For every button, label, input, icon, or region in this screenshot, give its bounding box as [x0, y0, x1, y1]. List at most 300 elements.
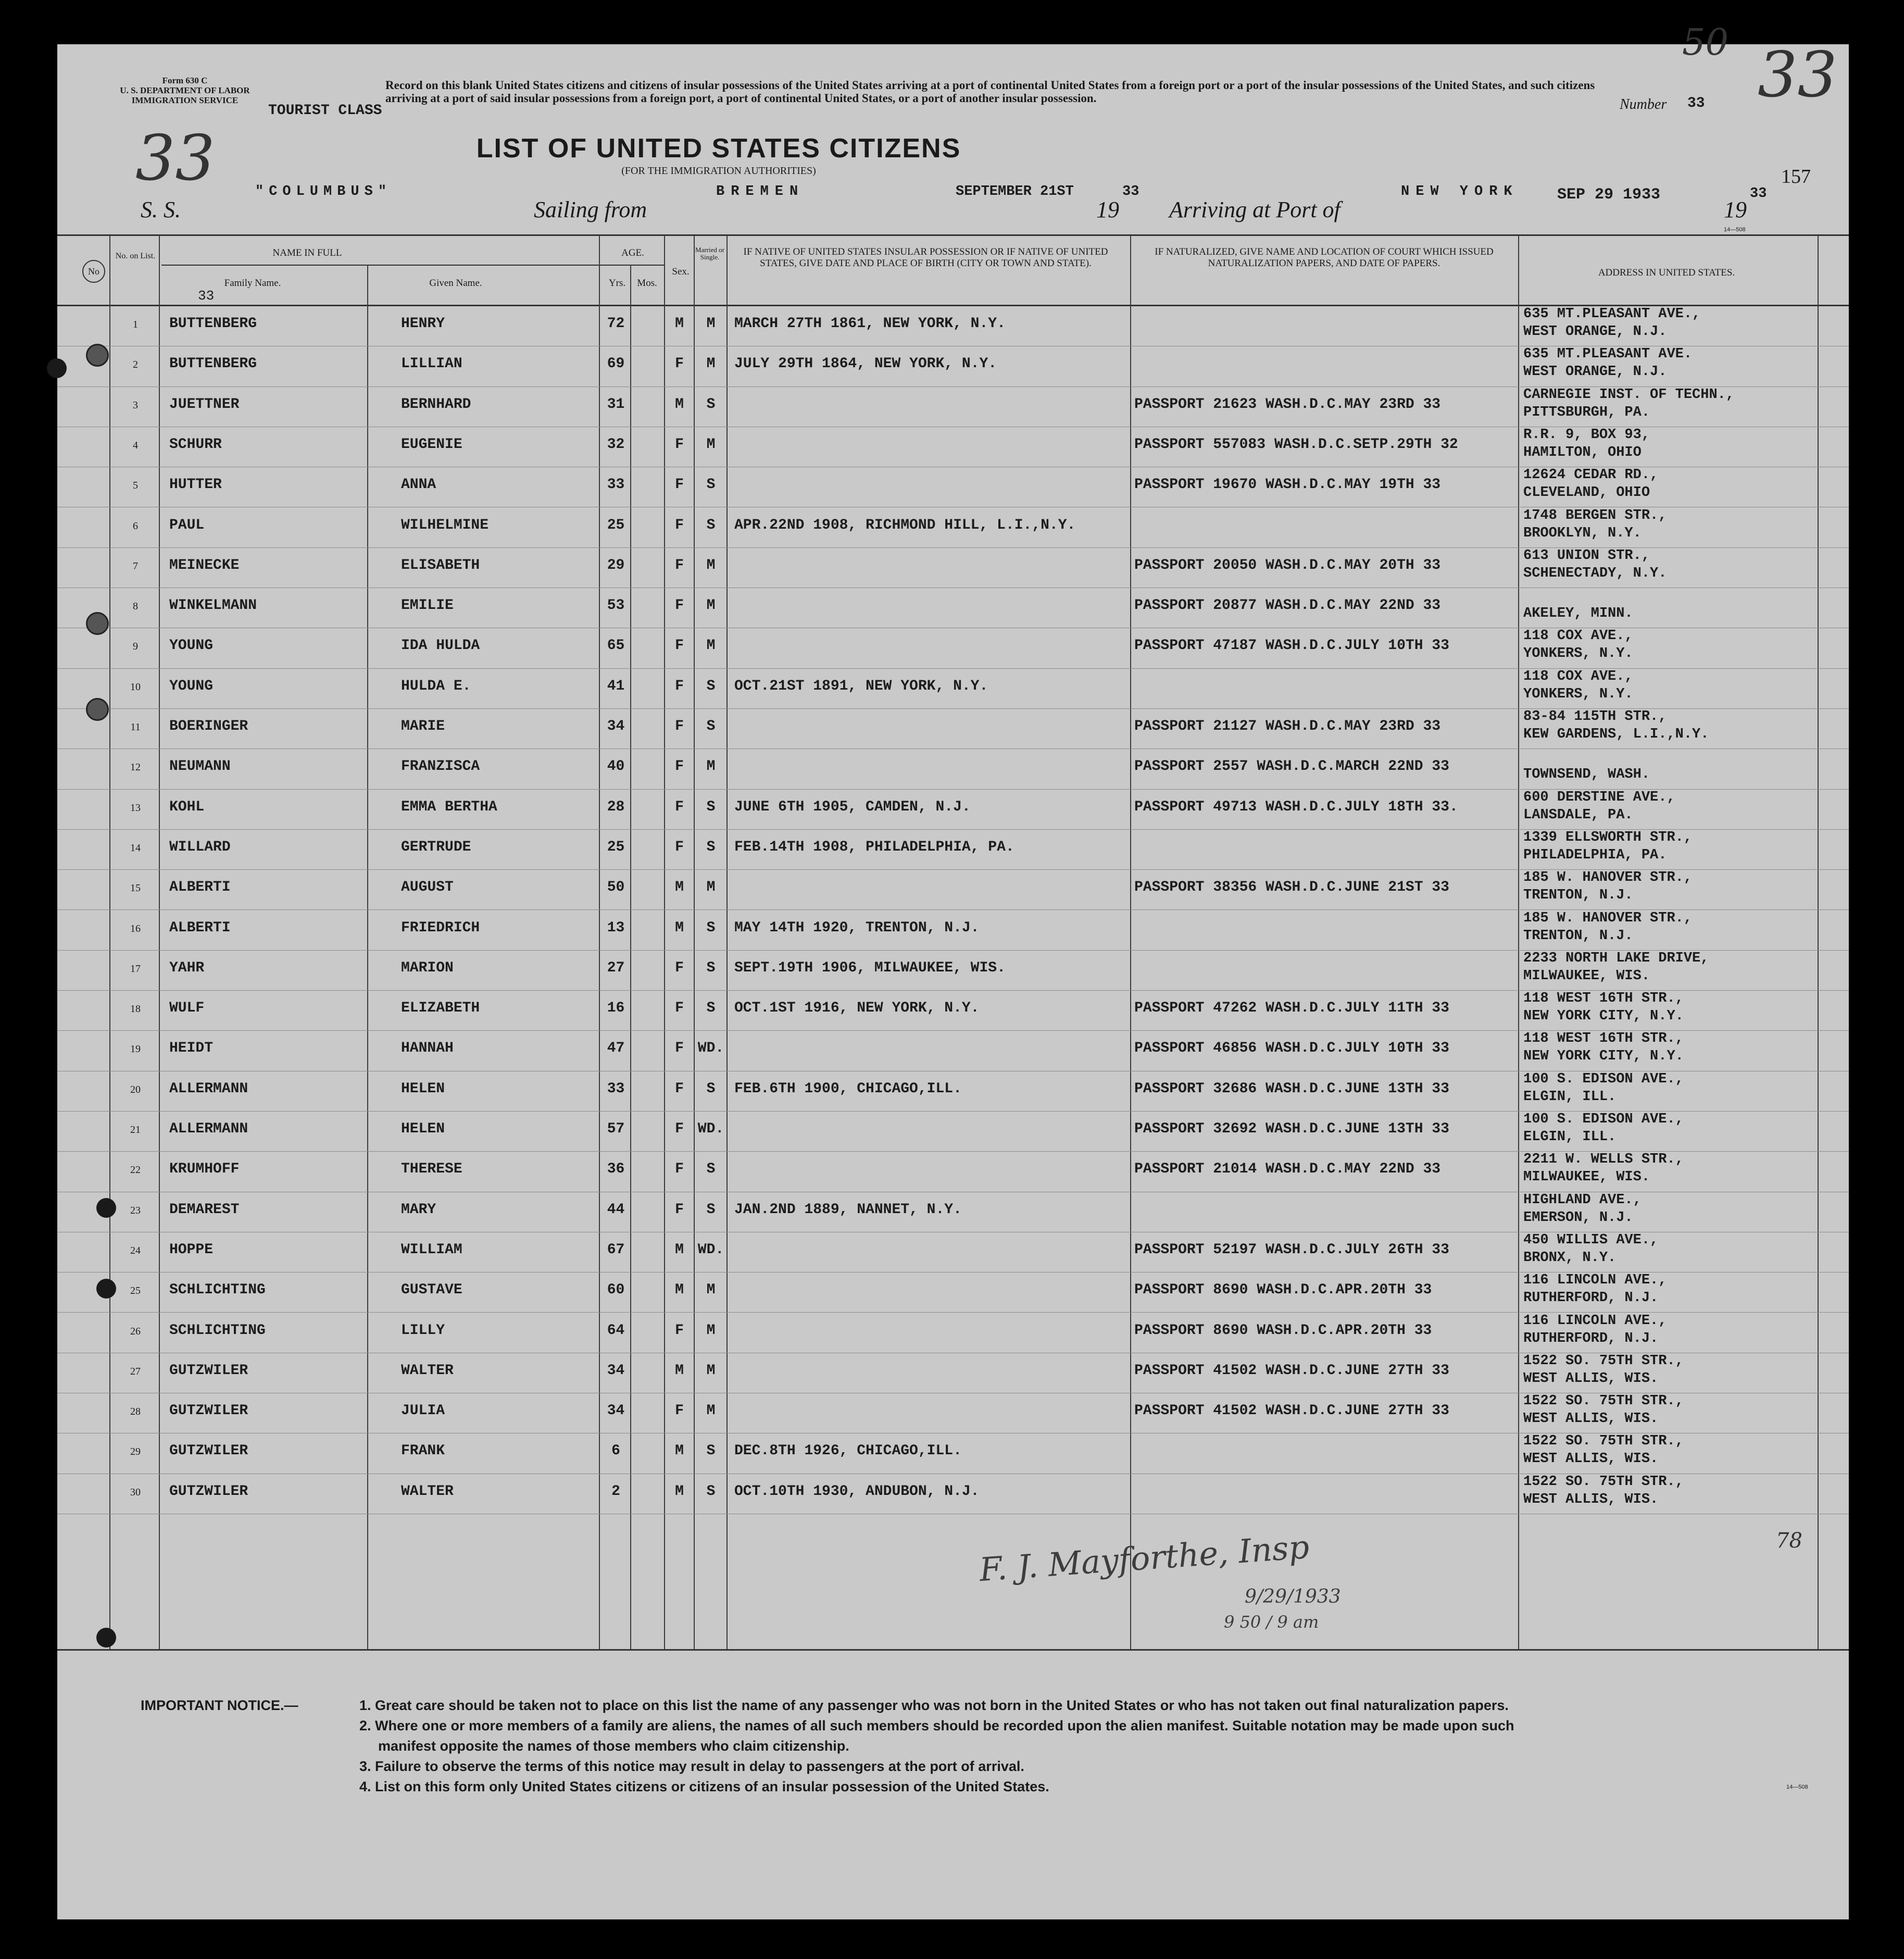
manifest-sheet — [57, 21, 1849, 1919]
marital-status: M — [706, 436, 716, 453]
header-no-on-list: No. on List. — [115, 252, 156, 260]
naturalization: PASSPORT 2557 WASH.D.C.MARCH 22ND 33 — [1134, 758, 1449, 775]
address-line-2: KEW GARDENS, L.I.,N.Y. — [1523, 727, 1709, 742]
passenger-table — [57, 234, 1849, 1651]
arriving-port: NEW YORK — [1401, 184, 1519, 199]
marital-status: S — [706, 1080, 716, 1097]
row-number: 6 — [133, 520, 138, 532]
given-name: GUSTAVE — [401, 1282, 462, 1299]
sex: F — [675, 1403, 684, 1419]
address-line-2: RUTHERFORD, N.J. — [1523, 1290, 1659, 1306]
address-line-2: MILWAUKEE, WIS. — [1523, 968, 1650, 984]
marital-status: M — [706, 1362, 716, 1379]
table-row — [57, 1031, 1849, 1071]
family-name: DEMAREST — [169, 1201, 240, 1218]
family-name: PAUL — [169, 517, 205, 533]
address-line-2: SCHENECTADY, N.Y. — [1523, 565, 1667, 581]
table-row — [57, 1353, 1849, 1393]
header-no-circle: No — [82, 260, 105, 283]
row-number: 27 — [130, 1365, 141, 1377]
given-name: EMMA BERTHA — [401, 798, 497, 815]
printer-mark: 14—508 — [1724, 227, 1746, 233]
sex: F — [675, 517, 684, 533]
family-name: ALBERTI — [169, 879, 231, 896]
row-number: 11 — [130, 721, 141, 733]
given-name: WILLIAM — [401, 1241, 462, 1258]
age-years: 64 — [607, 1322, 625, 1339]
family-name: HUTTER — [169, 477, 222, 493]
row-number: 15 — [130, 882, 141, 894]
header-yrs: Yrs. — [608, 278, 626, 289]
family-name: HEIDT — [169, 1040, 214, 1057]
birth-date-place: APR.22ND 1908, RICHMOND HILL, L.I.,N.Y. — [734, 517, 1076, 533]
family-name: KRUMHOFF — [169, 1161, 240, 1178]
given-name: ANNA — [401, 477, 436, 493]
age-years: 65 — [607, 638, 625, 654]
header-sex: Sex. — [672, 266, 690, 277]
row-number: 3 — [133, 399, 138, 411]
family-name: GUTZWILER — [169, 1362, 248, 1379]
marital-status: S — [706, 959, 716, 976]
corner-mark-left: 33 — [135, 122, 215, 195]
age-years: 16 — [607, 1000, 625, 1017]
sailing-label: Sailing from — [534, 197, 647, 222]
given-name: HELEN — [401, 1080, 445, 1097]
form-department: U. S. DEPARTMENT OF LABOR — [120, 85, 250, 95]
address-line-1: 12624 CEDAR RD., — [1523, 467, 1659, 483]
form-authority — [115, 76, 255, 105]
address-line-2: ELGIN, ILL. — [1523, 1129, 1617, 1145]
age-years: 25 — [607, 517, 625, 533]
table-row — [57, 1313, 1849, 1353]
address-line-2: WEST ALLIS, WIS. — [1523, 1411, 1659, 1427]
row-number: 24 — [130, 1244, 141, 1256]
marital-status: S — [706, 396, 716, 413]
signature-note: 9 50 / 9 am — [1224, 1612, 1319, 1632]
sex: F — [675, 758, 684, 775]
table-row — [57, 508, 1849, 548]
marital-status: WD. — [697, 1241, 724, 1258]
given-name: ELIZABETH — [401, 1000, 480, 1017]
given-name: JULIA — [401, 1403, 445, 1419]
form-service: IMMIGRATION SERVICE — [131, 95, 239, 105]
age-years: 69 — [607, 356, 625, 372]
sex: F — [675, 356, 684, 372]
family-name: ALLERMANN — [169, 1121, 248, 1137]
age-years: 67 — [607, 1241, 625, 1258]
birth-date-place: DEC.8TH 1926, CHICAGO,ILL. — [734, 1443, 962, 1459]
address-line-1: 2211 W. WELLS STR., — [1523, 1152, 1684, 1168]
given-name: MARION — [401, 959, 454, 976]
address-line-2: TRENTON, N.J. — [1523, 928, 1633, 944]
given-name: AUGUST — [401, 879, 454, 896]
marital-status: S — [706, 1483, 716, 1500]
sex: F — [675, 1000, 684, 1017]
given-name: FRIEDRICH — [401, 919, 480, 936]
address-line-2: EMERSON, N.J. — [1523, 1209, 1633, 1226]
age-years: 13 — [607, 919, 625, 936]
sex: F — [675, 638, 684, 654]
notice-item-2: 2. Where one or more members of a family are aliens, the names of all such members should be recorded upon the alien manifest. Suitable notation may be made upon such — [359, 1718, 1514, 1733]
age-years: 34 — [607, 718, 625, 734]
marital-status: S — [706, 1000, 716, 1017]
birth-date-place: JUNE 6TH 1905, CAMDEN, N.J. — [734, 798, 971, 815]
address-line-1: 83-84 115TH STR., — [1523, 709, 1667, 725]
row-number: 29 — [130, 1446, 141, 1458]
sex: M — [675, 1282, 684, 1299]
family-name: GUTZWILER — [169, 1483, 248, 1500]
row-number: 30 — [130, 1486, 141, 1498]
marital-status: M — [706, 1403, 716, 1419]
table-row — [57, 1071, 1849, 1112]
sex: F — [675, 959, 684, 976]
naturalization: PASSPORT 47262 WASH.D.C.JULY 11TH 33 — [1134, 1000, 1449, 1017]
naturalization: PASSPORT 20050 WASH.D.C.MAY 20TH 33 — [1134, 557, 1441, 573]
age-years: 53 — [607, 597, 625, 614]
corner-mark-right: 33 — [1758, 39, 1837, 111]
family-name: HOPPE — [169, 1241, 214, 1258]
table-row — [57, 588, 1849, 628]
given-name: THERESE — [401, 1161, 462, 1178]
table-row — [57, 790, 1849, 830]
address-line-1: CARNEGIE INST. OF TECHN., — [1523, 386, 1735, 403]
table-row — [57, 306, 1849, 346]
ship-label: S. S. — [141, 197, 181, 222]
table-row — [57, 1433, 1849, 1474]
family-name: BUTTENBERG — [169, 316, 257, 332]
notice-form-code: 14—508 — [1786, 1784, 1808, 1790]
row-number: 18 — [130, 1003, 141, 1015]
given-name: IDA HULDA — [401, 638, 480, 654]
row-number: 28 — [130, 1406, 141, 1418]
address-line-1: 100 S. EDISON AVE., — [1523, 1071, 1684, 1087]
table-header — [57, 236, 1849, 306]
address-line-2: ELGIN, ILL. — [1523, 1089, 1617, 1105]
header-native: IF NATIVE OF UNITED STATES INSULAR POSSESSION OR IF NATIVE OF UNITED STATES, GIVE DATE AND PLACE OF BIRTH (CITY OR TOWN AND STATE). — [743, 246, 1108, 269]
age-years: 34 — [607, 1403, 625, 1419]
header-age: AGE. — [621, 247, 644, 258]
notice-item-4: 4. List on this form only United States citizens or citizens of an insular possession of the United States. — [359, 1779, 1049, 1794]
address-line-1: 635 MT.PLEASANT AVE. — [1523, 346, 1693, 363]
punch-hole — [96, 1279, 116, 1299]
given-name: WALTER — [401, 1362, 454, 1379]
family-name: BOERINGER — [169, 718, 248, 734]
notice-item-2-cont: manifest opposite the names of those members who claim citizenship. — [378, 1738, 849, 1754]
address-line-2: NEW YORK CITY, N.Y. — [1523, 1008, 1684, 1025]
table-body — [57, 306, 1849, 1649]
table-row — [57, 749, 1849, 789]
marital-status: S — [706, 798, 716, 815]
birth-date-place: FEB.6TH 1900, CHICAGO,ILL. — [734, 1080, 962, 1097]
age-years: 33 — [607, 477, 625, 493]
age-years: 28 — [607, 798, 625, 815]
given-name: WALTER — [401, 1483, 454, 1500]
given-name: MARY — [401, 1201, 436, 1218]
table-row — [57, 830, 1849, 870]
sex: M — [675, 316, 684, 332]
sex: M — [675, 879, 684, 896]
row-number: 21 — [130, 1124, 141, 1136]
address-line-2: WEST ORANGE, N.J. — [1523, 324, 1667, 340]
address-line-2: TRENTON, N.J. — [1523, 888, 1633, 904]
family-name: GUTZWILER — [169, 1403, 248, 1419]
header-naturalized: IF NATURALIZED, GIVE NAME AND LOCATION OF COURT WHICH ISSUED NATURALIZATION PAPERS, AND DATE OF PAPERS. — [1155, 246, 1494, 269]
marital-status: M — [706, 1282, 716, 1299]
given-name: FRANK — [401, 1443, 445, 1459]
given-name: HANNAH — [401, 1040, 454, 1057]
sex: M — [675, 1241, 684, 1258]
naturalization: PASSPORT 41502 WASH.D.C.JUNE 27TH 33 — [1134, 1403, 1449, 1419]
sailing-year-prefix: 19 — [1096, 197, 1119, 222]
age-years: 32 — [607, 436, 625, 453]
marital-status: M — [706, 758, 716, 775]
family-name: WINKELMANN — [169, 597, 257, 614]
table-row — [57, 669, 1849, 709]
number-value: 33 — [1687, 95, 1705, 111]
naturalization: PASSPORT 19670 WASH.D.C.MAY 19TH 33 — [1134, 477, 1441, 493]
marital-status: S — [706, 1161, 716, 1178]
row-number: 12 — [130, 762, 141, 773]
row-number: 14 — [130, 842, 141, 854]
naturalization: PASSPORT 8690 WASH.D.C.APR.20TH 33 — [1134, 1322, 1432, 1339]
age-years: 33 — [607, 1080, 625, 1097]
marital-status: M — [706, 638, 716, 654]
row-number: 8 — [133, 601, 138, 613]
address-line-1: 613 UNION STR., — [1523, 547, 1650, 564]
address-line-2: PHILADELPHIA, PA. — [1523, 847, 1667, 863]
age-years: 72 — [607, 316, 625, 332]
arriving-label: Arriving at Port of — [1169, 197, 1341, 222]
class-stamp: TOURIST CLASS — [268, 103, 382, 119]
sailing-date: SEPTEMBER 21ST — [956, 184, 1074, 199]
table-row — [57, 951, 1849, 991]
family-name: BUTTENBERG — [169, 356, 257, 372]
given-name: WILHELMINE — [401, 517, 489, 533]
marital-status: M — [706, 879, 716, 896]
marital-status: S — [706, 477, 716, 493]
table-row — [57, 910, 1849, 951]
notice-heading: IMPORTANT NOTICE.— — [141, 1698, 298, 1713]
punch-hole — [96, 1628, 116, 1648]
sailing-year: 33 — [1122, 184, 1139, 199]
birth-date-place: JAN.2ND 1889, NANNET, N.Y. — [734, 1201, 962, 1218]
family-name: WILLARD — [169, 839, 231, 855]
age-years: 2 — [611, 1483, 620, 1500]
address-line-2: YONKERS, N.Y. — [1523, 646, 1633, 662]
address-line-1: R.R. 9, BOX 93, — [1523, 427, 1650, 443]
naturalization: PASSPORT 32686 WASH.D.C.JUNE 13TH 33 — [1134, 1080, 1449, 1097]
header-mos: Mos. — [637, 278, 657, 289]
row-number: 7 — [133, 560, 138, 572]
row-number: 22 — [130, 1164, 141, 1176]
family-name: GUTZWILER — [169, 1443, 248, 1459]
address-line-2: WEST ALLIS, WIS. — [1523, 1370, 1659, 1387]
table-row — [57, 628, 1849, 668]
number-label: Number — [1620, 96, 1667, 113]
marital-status: S — [706, 678, 716, 694]
marital-status: M — [706, 557, 716, 573]
sex: F — [675, 1040, 684, 1057]
family-name: MEINECKE — [169, 557, 240, 573]
address-line-2: TOWNSEND, WASH. — [1523, 767, 1650, 783]
marital-status: M — [706, 316, 716, 332]
row-number: 25 — [130, 1285, 141, 1297]
address-line-1: 185 W. HANOVER STR., — [1523, 870, 1693, 886]
row-number: 20 — [130, 1083, 141, 1095]
family-name: ALLERMANN — [169, 1080, 248, 1097]
row-number: 17 — [130, 963, 141, 975]
sex: F — [675, 557, 684, 573]
family-name: WULF — [169, 1000, 205, 1017]
arrival-year-prefix: 19 — [1724, 197, 1747, 222]
age-years: 50 — [607, 879, 625, 896]
address-line-1: HIGHLAND AVE., — [1523, 1192, 1642, 1208]
address-line-2: YONKERS, N.Y. — [1523, 686, 1633, 702]
birth-date-place: FEB.14TH 1908, PHILADELPHIA, PA. — [734, 839, 1014, 855]
row-number: 2 — [133, 359, 138, 371]
form-instructions: Record on this blank United States citizens and citizens of insular possessions of the United States arriving at a port of continental United States from a foreign port or a port of the insular possessions of the United States, and such citizens arriving at a port of said insular possessions from a foreign port, a port of continental United States, or a port of another insular possession. — [385, 79, 1595, 105]
given-name: FRANZISCA — [401, 758, 480, 775]
marital-status: S — [706, 1443, 716, 1459]
page-number: 157 — [1781, 166, 1811, 188]
family-name: YOUNG — [169, 638, 214, 654]
naturalization: PASSPORT 52197 WASH.D.C.JULY 26TH 33 — [1134, 1241, 1449, 1258]
notice-item-1: 1. Great care should be taken not to place on this list the name of any passenger who was not born in the United States or who has not taken out final naturalization papers. — [359, 1698, 1509, 1713]
age-years: 57 — [607, 1121, 625, 1137]
given-name: HULDA E. — [401, 678, 471, 694]
marital-status: M — [706, 1322, 716, 1339]
sex: F — [675, 597, 684, 614]
sex: M — [675, 1443, 684, 1459]
table-row — [57, 991, 1849, 1031]
punch-hole — [47, 358, 67, 378]
address-line-1: 1522 SO. 75TH STR., — [1523, 1353, 1684, 1369]
marital-status: M — [706, 597, 716, 614]
given-name: GERTRUDE — [401, 839, 471, 855]
row-number: 19 — [130, 1043, 141, 1055]
age-years: 44 — [607, 1201, 625, 1218]
family-name: SCHLICHTING — [169, 1322, 266, 1339]
address-line-2: CLEVELAND, OHIO — [1523, 485, 1650, 501]
header-name-in-full: NAME IN FULL — [272, 247, 342, 258]
naturalization: PASSPORT 49713 WASH.D.C.JULY 18TH 33. — [1134, 798, 1458, 815]
sex: F — [675, 1161, 684, 1178]
age-years: 60 — [607, 1282, 625, 1299]
table-row — [57, 427, 1849, 467]
family-name: ALBERTI — [169, 919, 231, 936]
address-line-2: PITTSBURGH, PA. — [1523, 404, 1650, 420]
sex: F — [675, 798, 684, 815]
given-name: EUGENIE — [401, 436, 462, 453]
count-mark: 78 — [1776, 1529, 1802, 1553]
punch-hole — [86, 698, 109, 721]
address-line-1: 635 MT.PLEASANT AVE., — [1523, 306, 1701, 322]
age-years: 34 — [607, 1362, 625, 1379]
birth-date-place: MARCH 27TH 1861, NEW YORK, N.Y. — [734, 316, 1006, 332]
arrival-stamp: SEP 29 1933 — [1557, 186, 1661, 204]
table-row — [57, 346, 1849, 386]
age-years: 25 — [607, 839, 625, 855]
naturalization: PASSPORT 21127 WASH.D.C.MAY 23RD 33 — [1134, 718, 1441, 734]
row-number: 26 — [130, 1325, 141, 1337]
address-line-1: 118 WEST 16TH STR., — [1523, 991, 1684, 1007]
row-number: 4 — [133, 439, 138, 451]
birth-date-place: OCT.10TH 1930, ANDUBON, N.J. — [734, 1483, 980, 1500]
table-row — [57, 1474, 1849, 1514]
given-name: HENRY — [401, 316, 445, 332]
table-row — [57, 709, 1849, 749]
sex: F — [675, 678, 684, 694]
marital-status: M — [706, 356, 716, 372]
table-row — [57, 1232, 1849, 1272]
sex: M — [675, 396, 684, 413]
birth-date-place: OCT.1ST 1916, NEW YORK, N.Y. — [734, 1000, 980, 1017]
address-line-1: 1522 SO. 75TH STR., — [1523, 1393, 1684, 1409]
address-line-2: HAMILTON, OHIO — [1523, 444, 1642, 460]
naturalization: PASSPORT 21623 WASH.D.C.MAY 23RD 33 — [1134, 396, 1441, 413]
sex: F — [675, 1080, 684, 1097]
header-family-note: 33 — [198, 288, 215, 304]
birth-date-place: SEPT.19TH 1906, MILWAUKEE, WIS. — [734, 959, 1006, 976]
row-number: 10 — [130, 681, 141, 693]
address-line-2: MILWAUKEE, WIS. — [1523, 1169, 1650, 1186]
address-line-1: 100 S. EDISON AVE., — [1523, 1112, 1684, 1127]
age-years: 47 — [607, 1040, 625, 1057]
address-line-1: 1339 ELLSWORTH STR., — [1523, 829, 1693, 845]
sex: F — [675, 436, 684, 453]
row-number: 23 — [130, 1204, 141, 1216]
given-name: LILLY — [401, 1322, 445, 1339]
sex: F — [675, 718, 684, 734]
marital-status: WD. — [697, 1040, 724, 1057]
signature-date: 9/29/1933 — [1245, 1586, 1341, 1607]
family-name: JUETTNER — [169, 396, 240, 413]
notice-item-3: 3. Failure to observe the terms of this notice may result in delay to passengers at the port of arrival. — [359, 1758, 1024, 1774]
sex: F — [675, 1322, 684, 1339]
row-number: 16 — [130, 922, 141, 934]
ship-name: "COLUMBUS" — [255, 184, 392, 199]
age-years: 6 — [611, 1443, 620, 1459]
birth-date-place: MAY 14TH 1920, TRENTON, N.J. — [734, 919, 980, 936]
address-line-1: 1522 SO. 75TH STR., — [1523, 1433, 1684, 1450]
inspector-signature: F. J. Mayforthe, Insp — [978, 1527, 1311, 1589]
table-row — [57, 870, 1849, 910]
family-name: KOHL — [169, 798, 205, 815]
punch-hole — [86, 344, 109, 367]
marital-status: S — [706, 718, 716, 734]
marital-status: WD. — [697, 1121, 724, 1137]
age-years: 31 — [607, 396, 625, 413]
form-number: Form 630 C — [162, 76, 208, 85]
family-name: YAHR — [169, 959, 205, 976]
notice-items — [359, 1695, 1828, 1797]
table-row — [57, 467, 1849, 507]
table-row — [57, 548, 1849, 588]
given-name: HELEN — [401, 1121, 445, 1137]
address-line-1: 450 WILLIS AVE., — [1523, 1232, 1659, 1248]
given-name: BERNHARD — [401, 396, 471, 413]
header-family-name: Family Name. — [224, 278, 281, 289]
age-years: 41 — [607, 678, 625, 694]
birth-date-place: OCT.21ST 1891, NEW YORK, N.Y. — [734, 678, 988, 694]
page-subtitle: (FOR THE IMMIGRATION AUTHORITIES) — [621, 165, 816, 177]
naturalization: PASSPORT 21014 WASH.D.C.MAY 22ND 33 — [1134, 1161, 1441, 1178]
sex: F — [675, 1201, 684, 1218]
address-line-1: 600 DERSTINE AVE., — [1523, 789, 1675, 805]
naturalization: PASSPORT 46856 WASH.D.C.JULY 10TH 33 — [1134, 1040, 1449, 1057]
punch-hole — [96, 1198, 116, 1218]
age-years: 36 — [607, 1161, 625, 1178]
